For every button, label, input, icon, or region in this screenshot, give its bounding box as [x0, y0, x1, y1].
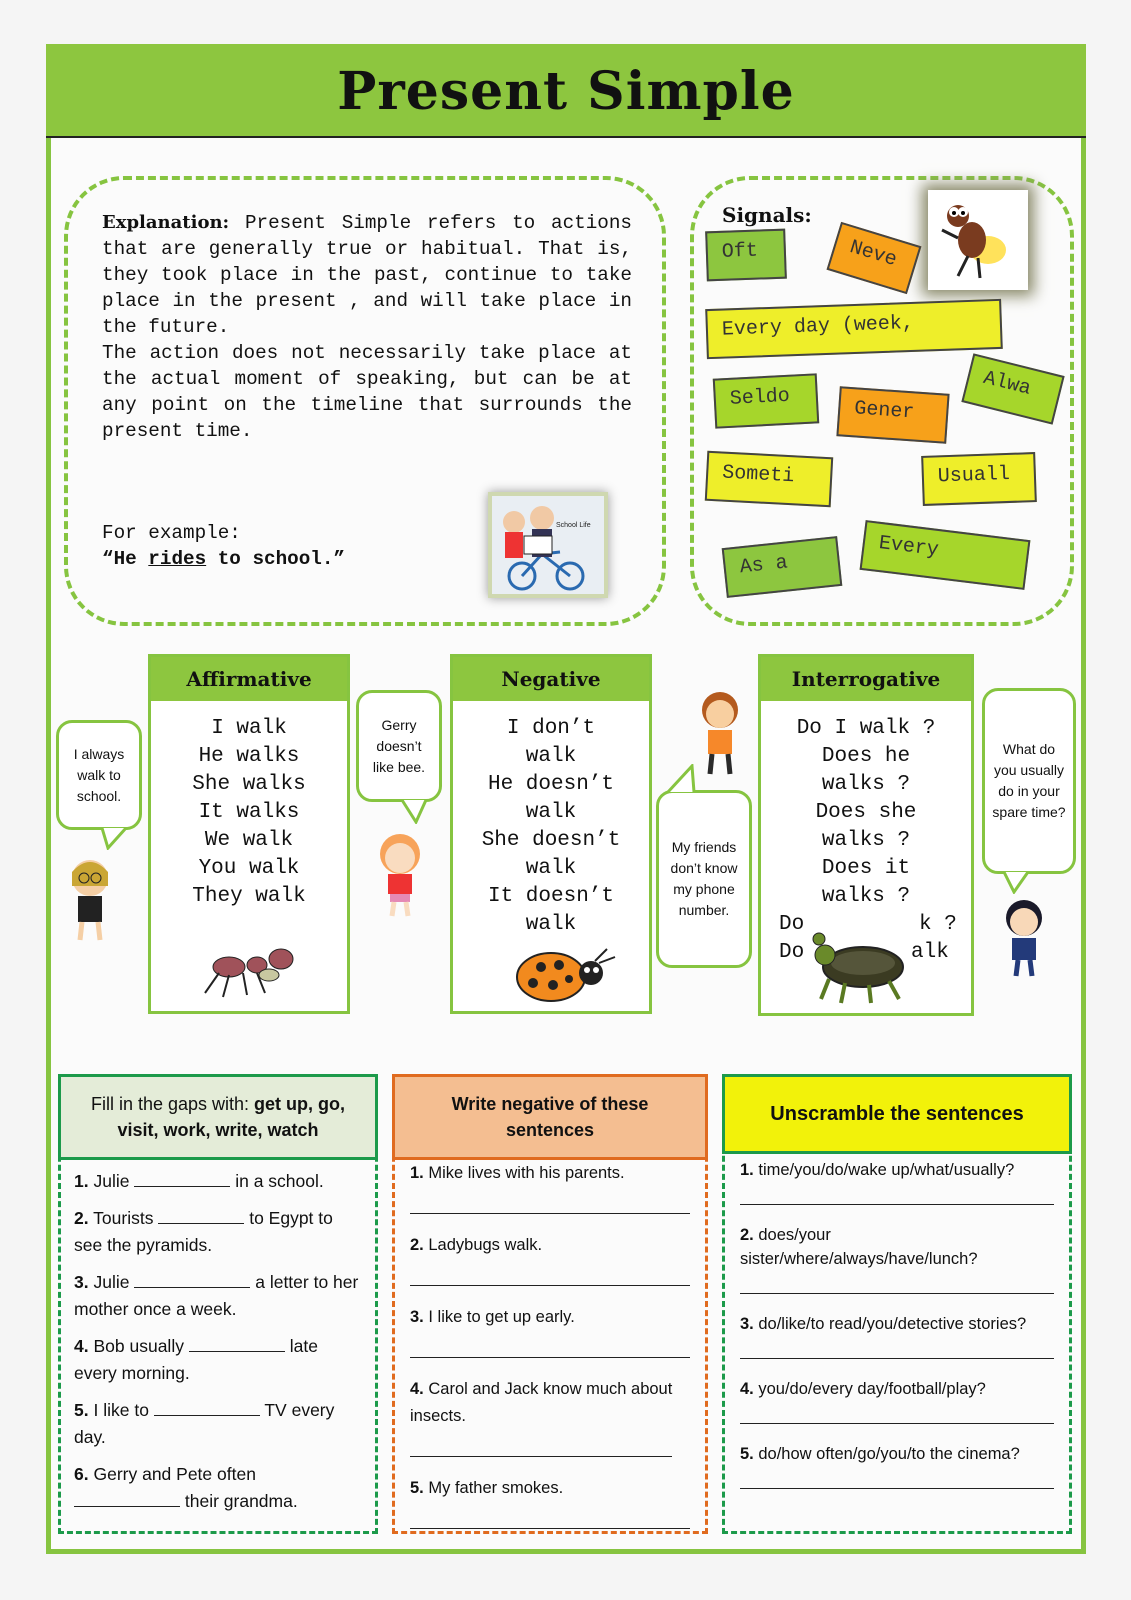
boy-blue-shirt-icon — [996, 896, 1052, 980]
ladybug-icon — [503, 943, 623, 1007]
answer-blank[interactable] — [74, 1506, 180, 1507]
signal-alwa: Alwa — [961, 353, 1064, 424]
beetle-icon — [805, 919, 917, 1005]
list-item: walks ? — [821, 885, 911, 908]
boy-orange-shirt-icon — [692, 688, 748, 780]
list-item: Does it — [821, 857, 911, 880]
example-post: to school.” — [206, 548, 346, 570]
list-item: He walks — [198, 745, 300, 768]
list-item: walk — [525, 745, 577, 768]
list-item: You walk — [198, 857, 300, 880]
item-number: 4. — [740, 1380, 754, 1398]
item-text: do/like/to read/you/detective stories? — [758, 1315, 1027, 1333]
item-text: Ladybugs walk. — [428, 1236, 543, 1254]
item-number: 6. — [74, 1464, 89, 1484]
answer-line[interactable] — [410, 1357, 690, 1358]
item-text: Gerry and Pete often — [93, 1464, 256, 1484]
answer-blank[interactable] — [154, 1415, 260, 1416]
image-caption: School Life — [556, 522, 591, 529]
signal-usuall: Usuall — [921, 452, 1037, 506]
negative-column — [450, 654, 652, 1014]
item-text: My father smokes. — [428, 1479, 564, 1497]
item-text: Carol and Jack know much about insects. — [410, 1380, 673, 1425]
answer-line[interactable] — [740, 1293, 1054, 1294]
list-item: I walk — [211, 717, 287, 740]
example-verb: rides — [148, 548, 207, 570]
explanation-paragraph-2: The action does not necessarily take place at the actual moment of speaking, but can be at any point on the timeline that surrounds the present time. — [102, 342, 632, 442]
list-item: She walks — [192, 773, 306, 796]
bubble-tail-2 — [400, 798, 430, 824]
interrogative-partial-1b: k ? — [919, 913, 957, 936]
interrogative-partial-2b: alk — [911, 941, 949, 964]
exercise-2-items — [410, 1160, 690, 1529]
speech-bubble-1: I always walk to school. — [56, 720, 142, 830]
list-item — [740, 1312, 1054, 1336]
interrogative-heading: Interrogative — [761, 657, 971, 701]
signal-every: Every — [860, 520, 1031, 590]
answer-line[interactable] — [410, 1456, 672, 1457]
list-item: walk — [525, 913, 577, 936]
list-item — [740, 1377, 1054, 1401]
list-item — [410, 1376, 690, 1430]
cyclists-illustration — [492, 496, 604, 594]
signal-every-day: Every day (week, — [705, 299, 1003, 359]
item-number: 3. — [740, 1315, 754, 1333]
signal-as-a: As a — [722, 536, 843, 598]
title-bar — [46, 44, 1086, 138]
list-item: He doesn’t — [487, 773, 615, 796]
item-text: do/how often/go/you/to the cinema? — [758, 1445, 1020, 1463]
list-item — [410, 1475, 690, 1502]
negative-list — [453, 701, 649, 939]
item-text: a letter to her mother once a week. — [74, 1272, 359, 1319]
item-text: TV every day. — [74, 1400, 335, 1447]
example-block — [102, 520, 502, 572]
affirmative-list — [151, 701, 347, 911]
exercise-3-heading: Unscramble the sentences — [722, 1074, 1072, 1154]
answer-line[interactable] — [740, 1423, 1054, 1424]
list-item — [740, 1158, 1054, 1182]
item-number: 5. — [740, 1445, 754, 1463]
negative-heading: Negative — [453, 657, 649, 701]
signals-label: Signals: — [722, 203, 812, 227]
item-text: their grandma. — [184, 1491, 298, 1511]
item-number: 5. — [410, 1479, 424, 1497]
signal-gener: Gener — [836, 386, 949, 444]
item-text: time/you/do/wake up/what/usually? — [758, 1161, 1015, 1179]
explanation-text — [102, 210, 632, 444]
list-item: Does he — [821, 745, 911, 768]
item-text: I like to get up early. — [428, 1308, 575, 1326]
firefly-image — [928, 190, 1028, 290]
item-number: 1. — [74, 1171, 89, 1191]
interrogative-column — [758, 654, 974, 1016]
exercise-1-items — [74, 1168, 364, 1515]
item-text: Tourists — [93, 1208, 154, 1228]
school-life-image — [488, 492, 608, 598]
signal-someti: Someti — [705, 451, 833, 508]
list-item — [74, 1461, 364, 1515]
list-item — [740, 1442, 1054, 1466]
item-text: Bob usually — [93, 1336, 184, 1356]
item-number: 2. — [74, 1208, 89, 1228]
item-number: 4. — [410, 1380, 424, 1398]
speech-bubble-4: What do you usually do in your spare time? — [982, 688, 1076, 874]
list-item: walk — [525, 801, 577, 824]
list-item: They walk — [192, 885, 306, 908]
bubble-tail-1 — [100, 826, 130, 850]
answer-line[interactable] — [410, 1528, 690, 1529]
explanation-paragraph-1: Present Simple refers to actions that are generally true or habitual. That is, they took place in the past, continue to take place in the present , and will take place in the future. — [102, 212, 632, 338]
item-number: 5. — [74, 1400, 89, 1420]
list-item: She doesn’t — [481, 829, 621, 852]
affirmative-column — [148, 654, 350, 1014]
list-item — [410, 1232, 690, 1259]
item-text: Mike lives with his parents. — [428, 1164, 625, 1182]
item-number: 2. — [410, 1236, 424, 1254]
item-number: 3. — [74, 1272, 89, 1292]
item-text: in a school. — [235, 1171, 324, 1191]
page-title: Present Simple — [337, 60, 795, 122]
item-text: Julie — [93, 1272, 130, 1292]
example-sentence — [102, 546, 502, 572]
item-number: 3. — [410, 1308, 424, 1326]
answer-blank[interactable] — [134, 1287, 250, 1288]
speech-bubble-3: My friends don’t know my phone number. — [656, 790, 752, 968]
exercise-1-heading-words: get up, go, visit, work, write, watch — [117, 1094, 346, 1140]
list-item: It doesn’t — [487, 885, 615, 908]
list-item: It walks — [198, 801, 300, 824]
item-number: 2. — [740, 1226, 754, 1244]
list-item — [74, 1333, 364, 1387]
answer-line[interactable] — [740, 1488, 1054, 1489]
interrogative-list — [761, 701, 971, 911]
item-text: late every morning. — [74, 1336, 318, 1383]
item-text: I like to — [93, 1400, 149, 1420]
girl-with-glasses-icon — [60, 856, 124, 946]
item-number: 4. — [74, 1336, 89, 1356]
list-item: walks ? — [821, 773, 911, 796]
exercise-1-heading-pre: Fill in the gaps with: — [90, 1094, 255, 1114]
list-item: walks ? — [821, 829, 911, 852]
red-haired-girl-icon — [368, 830, 432, 920]
bubble-tail-4 — [1002, 870, 1032, 894]
list-item — [74, 1397, 364, 1451]
interrogative-partial-2a: Do — [779, 941, 805, 964]
exercise-2-heading: Write negative of these sentences — [392, 1074, 708, 1160]
speech-bubble-2: Gerry doesn’t like bee. — [356, 690, 442, 802]
list-item — [740, 1223, 1054, 1271]
signal-seldo: Seldo — [713, 373, 819, 428]
item-number: 1. — [740, 1161, 754, 1179]
item-text: Julie — [93, 1171, 130, 1191]
interrogative-partial-1a: Do — [779, 913, 805, 936]
example-pre: “He — [102, 548, 149, 570]
list-item — [410, 1160, 690, 1187]
item-number: 1. — [410, 1164, 424, 1182]
bubble-tail-3 — [664, 764, 698, 794]
answer-line[interactable] — [740, 1358, 1054, 1359]
item-text: to Egypt to see the pyramids. — [74, 1208, 333, 1255]
ant-icon — [199, 937, 299, 1003]
list-item: walk — [525, 857, 577, 880]
answer-blank[interactable] — [158, 1223, 244, 1224]
list-item — [74, 1205, 364, 1259]
list-item: I don’t — [506, 717, 596, 740]
list-item — [74, 1269, 364, 1323]
item-text: you/do/every day/football/play? — [758, 1380, 986, 1398]
signal-oft: Oft — [705, 229, 787, 282]
list-item: Do I walk ? — [796, 717, 936, 740]
answer-line[interactable] — [740, 1204, 1054, 1205]
answer-line[interactable] — [410, 1285, 690, 1286]
list-item — [410, 1304, 690, 1331]
list-item: Does she — [815, 801, 917, 824]
exercise-1-heading — [58, 1074, 378, 1160]
affirmative-heading: Affirmative — [151, 657, 347, 701]
answer-blank[interactable] — [189, 1351, 285, 1352]
answer-blank[interactable] — [134, 1186, 230, 1187]
answer-line[interactable] — [410, 1213, 690, 1214]
list-item: We walk — [204, 829, 294, 852]
exercise-3-items — [740, 1158, 1054, 1489]
list-item — [74, 1168, 364, 1195]
firefly-icon — [928, 190, 1028, 290]
example-label: For example: — [102, 522, 241, 544]
explanation-label: Explanation: — [102, 212, 230, 233]
item-text: does/your sister/where/always/have/lunch? — [740, 1226, 978, 1268]
signal-neve: Neve — [827, 222, 922, 294]
